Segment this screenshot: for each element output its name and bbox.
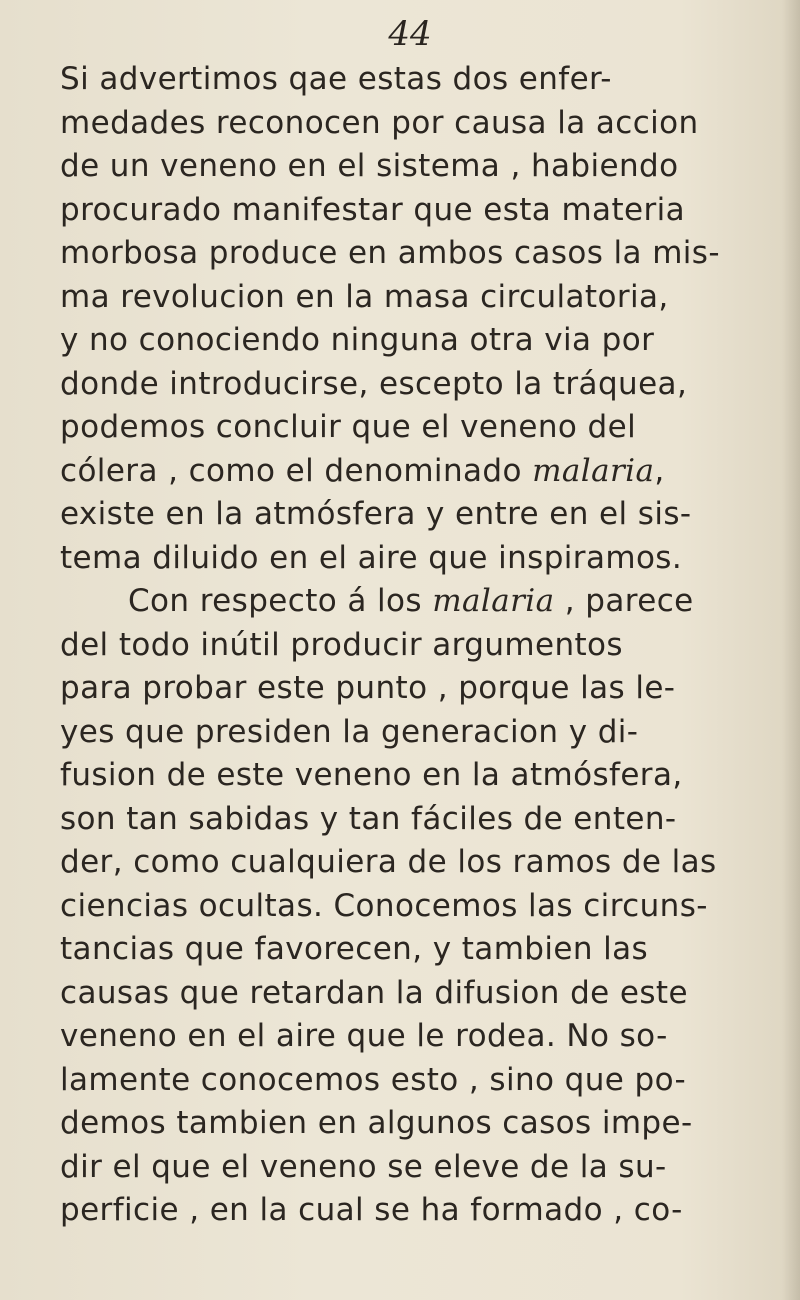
italic-term: malaria — [532, 452, 655, 489]
text-line: causas que retardan la difusion de este — [60, 974, 688, 1011]
text-line: Si advertimos qae estas dos enfer- — [60, 61, 612, 97]
text-line: son tan sabidas y tan fáciles de enten- — [60, 800, 677, 837]
italic-term: malaria — [432, 583, 555, 619]
text-line: cólera , como el denominado malaria, — [60, 452, 665, 489]
text-line: medades reconocen por causa la accion — [60, 104, 699, 141]
body-text — [60, 58, 796, 1233]
text-line: ma revolucion en la masa circulatoria, — [60, 278, 669, 315]
text-line: de un veneno en el sistema , habiendo — [60, 148, 679, 184]
text-line: para probar este punto , porque las le- — [60, 670, 676, 706]
text-line: procurado manifestar que esta materia — [60, 191, 686, 228]
text-line: del todo inútil producir argumentos — [60, 626, 623, 663]
text-line: morbosa produce en ambos casos la mis- — [60, 235, 720, 271]
text-line: yes que presiden la generacion y di- — [60, 713, 639, 750]
text-line: existe en la atmósfera y entre en el sis- — [60, 496, 692, 532]
text-line: veneno en el aire que le rodea. No so- — [60, 1018, 668, 1054]
paragraph-start-line: Con respecto á los malaria , parece — [128, 583, 694, 619]
text-line: y no conociendo ninguna otra via por — [60, 322, 655, 358]
text-line: ciencias ocultas. Conocemos las circuns- — [60, 887, 708, 924]
text-line: dir el que el veneno se eleve de la su- — [60, 1148, 667, 1185]
text-line: perficie , en la cual se ha formado , co- — [60, 1192, 683, 1228]
text-line: fusion de este veneno en la atmósfera, — [60, 757, 683, 793]
text-line: der, como cualquiera de los ramos de las — [60, 844, 717, 880]
text-line: tema diluido en el aire que inspiramos. — [60, 539, 683, 576]
page-number: 44 — [388, 14, 432, 54]
text-line: tancias que favorecen, y tambien las — [60, 931, 649, 967]
text-line: demos tambien en algunos casos impe- — [60, 1105, 693, 1141]
text-line: donde introducirse, escepto la tráquea, — [60, 365, 688, 402]
text-line: lamente conocemos esto , sino que po- — [60, 1061, 687, 1098]
text-line: podemos concluir que el veneno del — [60, 409, 637, 445]
